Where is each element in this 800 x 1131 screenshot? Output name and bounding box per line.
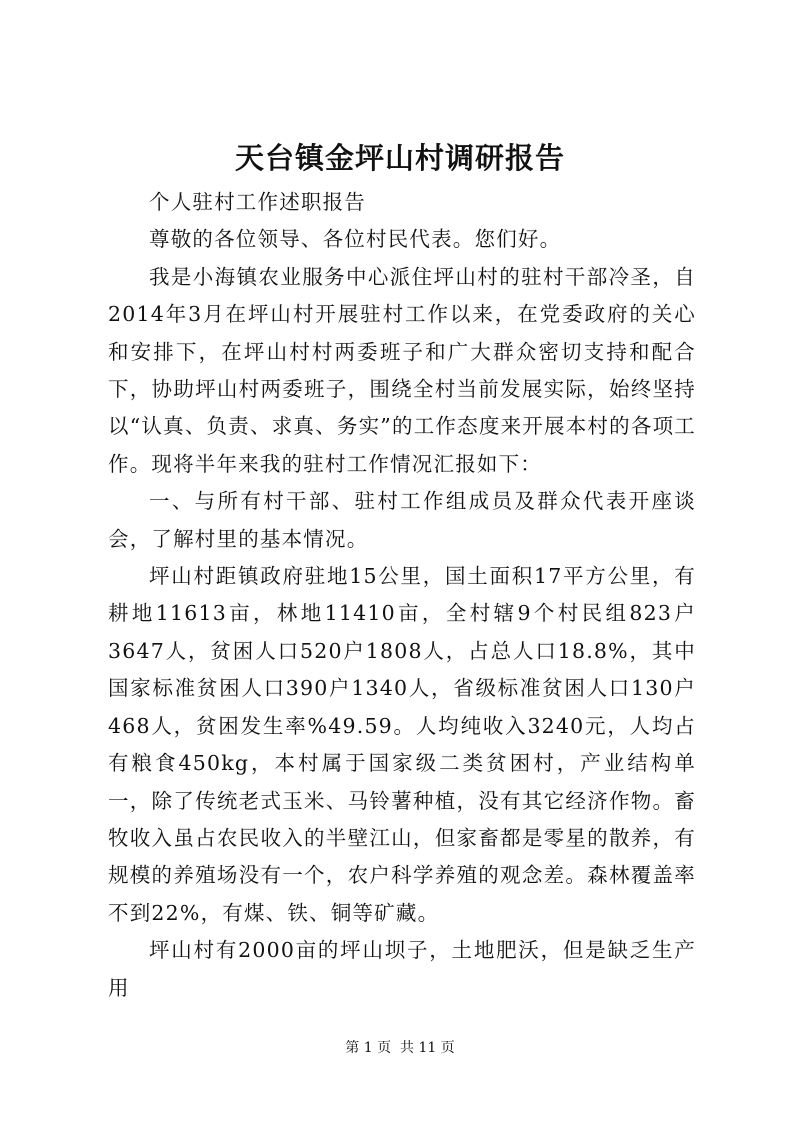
paragraph-village-overview: 坪山村距镇政府驻地15公里，国土面积17平方公里，有耕地11613亩，林地11410亩，全村辖9个村民组823户3647人，贫困人口520户1808人，占总人口18.8%，其中国家标准贫困人口390户1340人，省级标准贫困人口130户468人，贫困发生率%49.59。人均纯收入3240元，人均占有粮食450kg，本村属于国家级二类贫困村，产业结构单一，除了传统老式玉米、马铃薯种植，没有其它经济作物。畜牧收入虽占农民收入的半壁江山，但家畜都是零星的散养，有规模的养殖场没有一个，农户科学养殖的观念差。森林覆盖率不到22%，有煤、铁、铜等矿藏。 bbox=[108, 564, 696, 925]
paragraph-subtitle: 个人驻村工作述职报告 bbox=[149, 190, 366, 214]
document-body bbox=[108, 184, 696, 1007]
paragraph-introduction: 我是小海镇农业服务中心派住坪山村的驻村干部冷圣，自2014年3月在坪山村开展驻村工作以来，在党委政府的关心和安排下，在坪山村村两委班子和广大群众密切支持和配合下，协助坪山村两委班子，围绕全村当前发展实际，始终坚持以“认真、负责、求真、务实”的工作态度来开展本村的各项工作。现将半年来我的驻村工作情况汇报如下： bbox=[108, 264, 696, 476]
page-footer bbox=[0, 1038, 800, 1058]
document-title: 天台镇金坪山村调研报告 bbox=[234, 141, 565, 175]
paragraph-section-heading: 一、与所有村干部、驻村工作组成员及群众代表开座谈会，了解村里的基本情况。 bbox=[108, 489, 696, 551]
paragraph-land-situation: 坪山村有2000亩的坪山坝子，土地肥沃，但是缺乏生产用 bbox=[108, 938, 696, 1000]
page-number: 第 1 页 共 11 页 bbox=[345, 1040, 455, 1056]
paragraph-greeting: 尊敬的各位领导、各位村民代表。您们好。 bbox=[149, 227, 562, 252]
